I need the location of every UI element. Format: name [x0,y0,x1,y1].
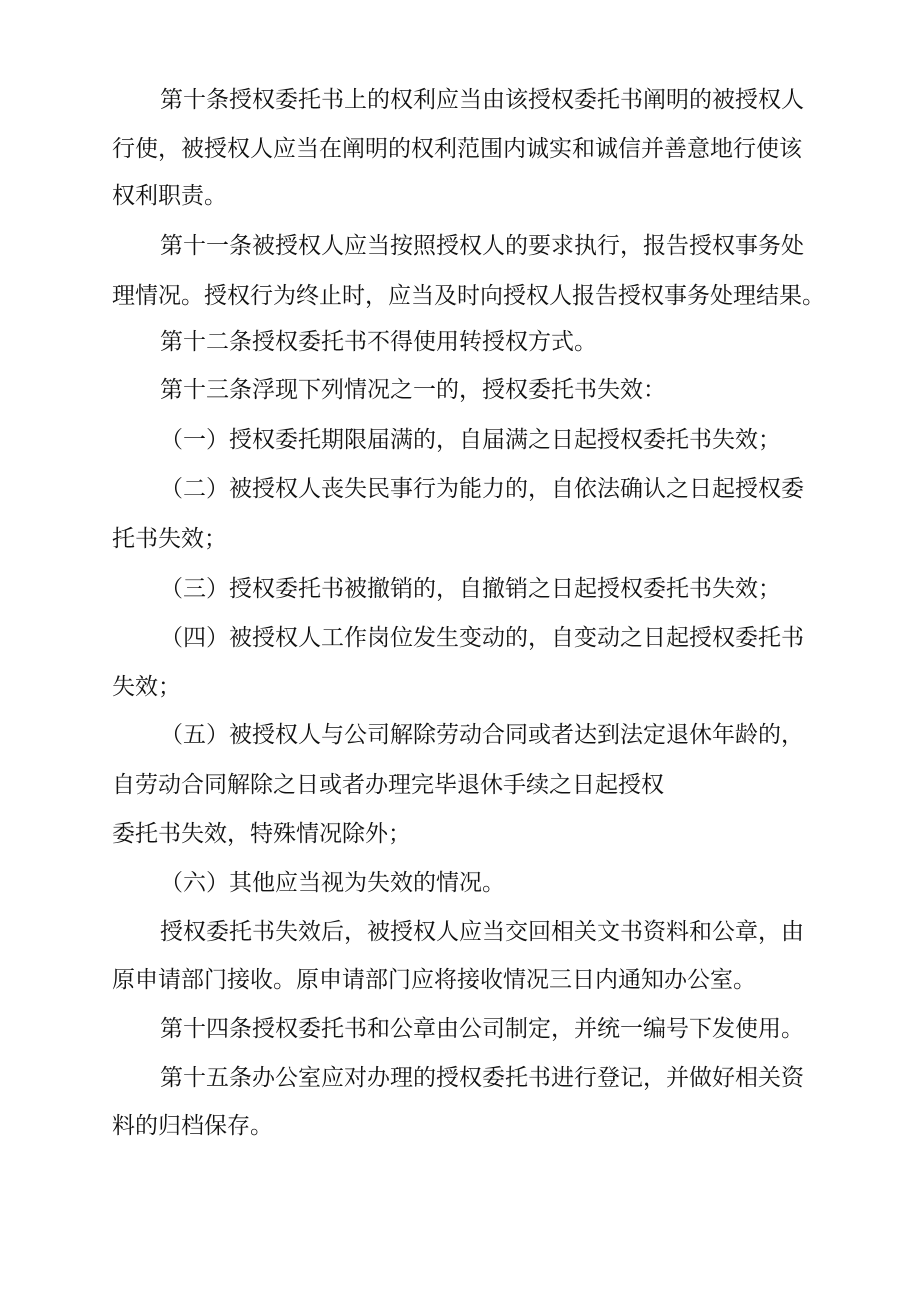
revocation-line-1: 授权委托书失效后，被授权人应当交回相关文书资料和公章，由 [160,919,804,945]
article-14-line-1: 第十四条授权委托书和公章由公司制定，并统一编号下发使用。 [160,1016,804,1042]
item-2-line-1: （二）被授权人丧失民事行为能力的，自依法确认之日起授权委 [160,476,804,502]
article-13-line-1: 第十三条浮现下列情况之一的，授权委托书失效： [160,377,666,403]
article-11-line-1: 第十一条被授权人应当按照授权人的要求执行，报告授权事务处 [160,233,804,259]
article-10-line-1: 第十条授权委托书上的权利应当由该授权委托书阐明的被授权人 [160,87,804,113]
item-4-line-1: （四）被授权人工作岗位发生变动的，自变动之日起授权委托书 [160,625,804,651]
article-15-line-2: 料的归档保存。 [112,1113,273,1139]
article-12-line-1: 第十二条授权委托书不得使用转授权方式。 [160,329,597,355]
item-4-line-2: 失效； [112,674,181,700]
article-15-line-1: 第十五条办公室应对办理的授权委托书进行登记，并做好相关资 [160,1065,804,1091]
item-1-line-1: （一）授权委托期限届满的，自届满之日起授权委托书失效； [160,427,781,453]
item-3-line-1: （三）授权委托书被撤销的，自撤销之日起授权委托书失效； [160,576,781,602]
article-11-line-2: 理情况。授权行为终止时，应当及时向授权人报告授权事务处理结果。 [112,283,825,309]
item-2-line-2: 托书失效； [112,526,227,552]
article-10-line-3: 权利职责。 [112,183,227,209]
item-5-line-2: 自劳动合同解除之日或者办理完毕退休手续之日起授权 [112,772,664,798]
item-5-line-3: 委托书失效，特殊情况除外； [112,821,411,847]
item-6-line-1: （六）其他应当视为失效的情况。 [160,870,505,896]
article-10-line-2: 行使，被授权人应当在阐明的权利范围内诚实和诚信并善意地行使该 [112,136,802,162]
item-5-line-1: （五）被授权人与公司解除劳动合同或者达到法定退休年龄的， [160,722,804,748]
revocation-line-2: 原申请部门接收。原申请部门应将接收情况三日内通知办公室。 [112,967,756,993]
